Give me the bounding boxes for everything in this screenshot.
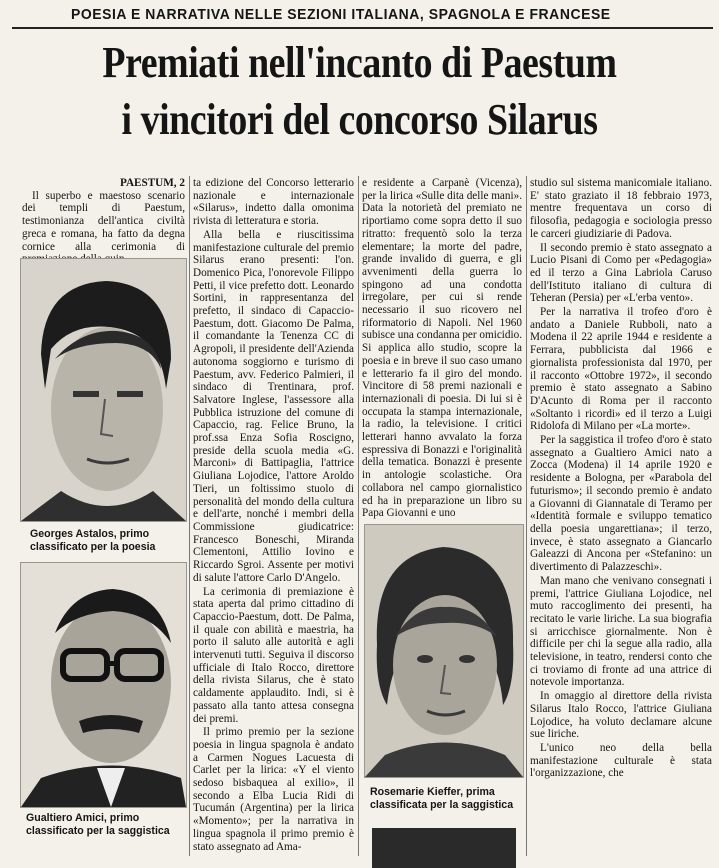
dateline: PAESTUM, 2 xyxy=(119,177,185,189)
col4-paragraph-4: Per la saggistica il trofeo d'oro è stato assegnato a Gualtiero Amici nato a Zocca (Modena) il 14 aprile 1920 e residente a Bologna, per «Parabola del futurismo»; il secondo premio è andato a Giovanni di Giannatale di Teramo per «Identità formale e sviluppo tematico della poesia ungarettiana»; il terzo, invece, è stato assegnato a Giancarlo Galeazzi di Ancona per «Stefanino: un divertimento di Palazzeschi». xyxy=(530,434,712,574)
col3-paragraph: e residente a Carpanè (Vicenza), per la lirica «Sulle dita delle mani». Data la notorietà del premiato ne riportiamo come sopra detto il suo ritratto: frequentò solo la terza elementare; la morte del padre, grande invalido di guerra, e gli avvenimenti della guerra lo spingono ad una condotta irregolare, per cui si rende necessario il suo ricovero nel riformatorio di Napoli. Nel 1960 subisce una condanna per omicidio. Si applica allo studio, scopre la poesia e in breve il suo caso umano e letterario fa il giro del mondo. Vincitore di 58 premi nazionali e internazionali di poesia. Di lui si è occupata la stampa internazionale, la radio, la televisione. I critici letterari hanno avvalato la forza espressiva di Bonazzi e l'originalità della tematica. Bonazzi è presente in antologie scolastiche. Ora collabora nel campo giornalistico ed ha in preparazione un libro su Papa Giovanni e uno xyxy=(362,177,522,520)
column-divider-3 xyxy=(526,176,527,856)
col2-paragraph-3: La cerimonia di premiazione è stata aperta dal primo cittadino di Capaccio-Paestum, dott. De Palma, il quale con abilità e maestria, ha porto il saluto alle autorità e agli intervenuti tutti. Seguiva il discorso ufficiale di Italo Rocco, direttore della rivista Silarus, che è stato caldamente applaudito. Indi, si è passato alla tanto attesa consegna dei premi. xyxy=(193,585,354,725)
column-4 xyxy=(530,177,712,859)
photo-gualtiero-amici xyxy=(20,562,187,808)
column-2 xyxy=(193,177,354,857)
top-rule xyxy=(12,27,713,29)
col2-paragraph-1: ta edizione del Concorso letterario nazionale e internazionale «Silarus», indetto dalla omonima rivista di letteratura e storia. xyxy=(193,177,354,228)
photo-cropped-bottom xyxy=(372,828,516,868)
column-divider-2 xyxy=(358,176,359,856)
lead-paragraph: Il superbo e maestoso scenario dei templi di Paestum, testimonianza dell'antica civiltà greca e romana, ha fatto da degna cornice alla cerimonia di xyxy=(22,189,185,253)
headline-line-1: Premiati nell'incanto di Paestum xyxy=(102,38,617,87)
caption-kieffer: Rosemarie Kieffer, prima classificata per la saggistica xyxy=(370,786,514,811)
col4-paragraph-2: Il secondo premio è stato assegnato a Lucio Pisani di Como per «Pedagogia» ed il terzo a Gina Labriola Caruso dell'Istituto italiano di cultura di Teheran (Persia) per «L'erba vento». xyxy=(530,241,712,305)
kicker: POESIA E NARRATIVA NELLE SEZIONI ITALIANA, SPAGNOLA E FRANCESE xyxy=(71,6,611,23)
caption-astalos: Georges Astalos, primo classificato per la poesia xyxy=(30,528,156,553)
col2-paragraph-4: Il primo premio per la sezione poesia in lingua spagnola è andato a Carmen Nogues Lacuesta di Carlet per la lirica: «Y el viento sedoso bisbaquea al exilio», il secondo a Elba Lucia Ridi di Tucumán (Argentina) per la lirica «Momento»; per la narrativa in lingua spagnola il primo premio è stato assegnato ad Ama- xyxy=(193,726,354,853)
headline-line-2: i vincitori del concorso Silarus xyxy=(121,95,598,144)
column-1-lead xyxy=(22,177,185,253)
col4-paragraph-5: Man mano che venivano consegnati i premi, l'attrice Giuliana Lojodice, nel muto raccoglimento dei presenti, ha recitato le varie liriche. La sua biografia si arricchisce giornalmente. Non è difficile per chi la segue alla radio, alla televisione, in teatro, rendersi conto che ci troviamo di fronte ad una attrice di notevole importanza. xyxy=(530,574,712,689)
caption-amici: Gualtiero Amici, primo classificato per la saggistica xyxy=(26,812,170,837)
photo-rosemarie-kieffer xyxy=(364,524,524,778)
photo-georges-astalos xyxy=(20,258,187,522)
col4-paragraph-7: L'unico neo della bella manifestazione culturale è stata l'organizzazione, che xyxy=(530,741,712,780)
col4-paragraph-6: In omaggio al direttore della rivista Silarus Italo Rocco, l'attrice Giuliana Lojodice, ha voluto declamare alcune sue liriche. xyxy=(530,690,712,741)
column-3 xyxy=(362,177,522,521)
col4-paragraph-1: studio sul sistema manicomiale italiano. E' stato graziato il 18 febbraio 1973, mentre frequentava un corso di filosofia, pedagogia e sociologia presso le carceri giudiziarie di Padova. xyxy=(530,177,712,240)
col4-paragraph-3: Per la narrativa il trofeo d'oro è andato a Daniele Rubboli, nato a Modena il 22 aprile 1944 e residente a Ferrara, pubblicista dal 1966 e giornalista professionista dal 1970, per il racconto «Ottobre 1972», il secondo premio è stato assegnato a Sabino D'Acunto di Roma per il racconto «Soltanto i ricordi» ed il terzo a Luigi Ridolofa di Milano per «La morte». xyxy=(530,306,712,433)
column-divider-1 xyxy=(189,176,190,856)
col2-paragraph-2: Alla bella e riuscitissima manifestazione culturale del premio Silarus erano presenti: l'on. Domenico Pica, l'onorevole Filippo Petti, il vice prefetto dott. Leonardo Sortini, in rappresentanza del prefetto, il sindaco di Capaccio-Paestum, dott. Giacomo De Palma, il comandante la Tenenza CC di Agropoli, il presidente dell'Azienda autonoma soggiorno e turismo di Paestum, avv. Federico Palmieri, il sindaco di Trentinara, prof. Salvatore Inglese, l'assessore alla Pubblica istruzione del comune di Capaccio, rag. Felice Bruno, la prof.ssa Enza Sofia Roscigno, preside della scuola media «G. Marconi» di Battipaglia, l'attrice Giuliana Lojodice, l'attore Aroldo Tieri, un foltissimo stuolo di personalità del mondo della cultura e dell'arte, nonché i membri della Commissione giudicatrice: Francesco Boneschi, Miranda Clementoni, Attilio Iovino e Riccardo Sgroi. Assente per motivi di salute l'attore Carlo D'Angelo. xyxy=(193,228,354,584)
